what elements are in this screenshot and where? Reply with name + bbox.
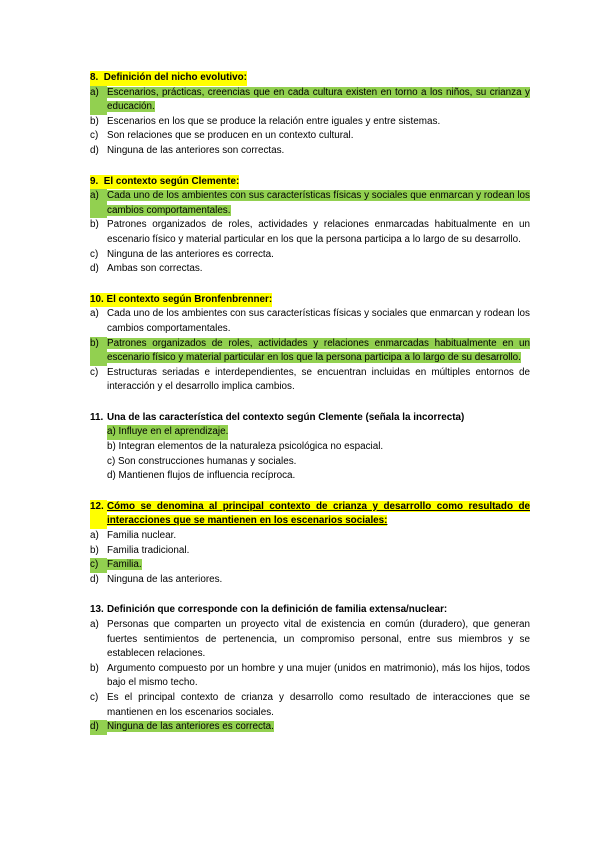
option-a: a) Cada uno de los ambientes con sus características físicas y sociales que enmarcan y rodean los cambios comportamentales. xyxy=(90,189,530,218)
option-text: Personas que comparten un proyecto vital de existencia en común (duradero), que generan fuertes sentimientos de pertenencia, un compromiso personal, entre sus miembros y se establecen relaciones. xyxy=(107,619,530,660)
option-c: c) Familia. xyxy=(90,558,530,573)
option-a: a) Escenarios, prácticas, creencias que en cada cultura existen en torno a los niños, su crianza y educación. xyxy=(90,86,530,115)
question-heading xyxy=(90,603,530,618)
option-text: Son relaciones que se producen en un contexto cultural. xyxy=(107,130,354,142)
option-text: Cada uno de los ambientes con sus características físicas y sociales que enmarcan y rodean los cambios comportamentales. xyxy=(107,190,530,216)
question-10 xyxy=(90,293,530,395)
option-c: c) Es el principal contexto de crianza y desarrollo como resultado de interacciones que se mantienen en los escenarios sociales. xyxy=(90,691,530,720)
question-heading xyxy=(90,175,530,190)
question-number: 11. xyxy=(90,411,104,423)
option-b: b) Escenarios en los que se produce la relación entre iguales y entre sistemas. xyxy=(90,115,530,130)
question-number: 12. xyxy=(90,500,107,529)
option-text: Escenarios en los que se produce la relación entre iguales y entre sistemas. xyxy=(107,115,441,127)
question-number: 13. xyxy=(90,604,104,616)
option-text: Familia. xyxy=(107,559,142,571)
option-b: b) Integran elementos de la naturaleza psicológica no espacial. xyxy=(90,440,530,455)
document-page xyxy=(90,71,530,751)
option-text: Argumento compuesto por un hombre y una mujer (unidos en matrimonio), más los hijos, todos bajo el mismo techo. xyxy=(107,662,530,689)
question-text: Cómo se denomina al principal contexto de crianza y desarrollo como resultado de interacciones que se mantienen en los escenarios sociales: xyxy=(107,500,530,527)
option-a: a) Personas que comparten un proyecto vital de existencia en común (duradero), que generan fuertes sentimientos de pertenencia, un compromiso personal, entre sus miembros y se establecen relaciones. xyxy=(90,618,530,662)
option-b: b) Patrones organizados de roles, actividades y relaciones enmarcadas habitualmente en un escenario físico y material particular en los que la persona participa a lo largo de su desarrollo. xyxy=(90,337,530,366)
option-b: b) Patrones organizados de roles, actividades y relaciones enmarcadas habitualmente en un escenario físico y material particular en los que la persona participa a lo largo de su desarrollo. xyxy=(90,218,530,247)
option-text: Influye en el aprendizaje. xyxy=(118,426,229,438)
option-d: d) Ninguna de las anteriores es correcta. xyxy=(90,720,530,735)
option-c: c) Estructuras seriadas e interdependientes, se encuentran incluidas en múltiples entornos de interacción y el desarrollo implica cambios. xyxy=(90,366,530,395)
option-text: Familia nuclear. xyxy=(107,530,177,542)
option-d: d) Ninguna de las anteriores. xyxy=(90,573,530,588)
option-text: Ninguna de las anteriores es correcta. xyxy=(107,248,274,260)
question-text: Una de las característica del contexto según Clemente (señala la incorrecta) xyxy=(107,411,465,423)
question-heading xyxy=(90,71,530,86)
option-text: Patrones organizados de roles, actividades y relaciones enmarcadas habitualmente en un escenario físico y material particular en los que la persona participa a lo largo de su desarrollo. xyxy=(107,219,530,245)
question-13 xyxy=(90,603,530,734)
option-text: Son construcciones humanas y sociales. xyxy=(117,455,297,467)
option-text: Mantienen flujos de influencia recíproca. xyxy=(118,470,296,482)
question-text: Definición que corresponde con la definición de familia extensa/nuclear: xyxy=(107,604,448,616)
option-a: a) Familia nuclear. xyxy=(90,529,530,544)
question-heading xyxy=(90,293,530,308)
option-a: a) Influye en el aprendizaje. xyxy=(90,425,530,440)
option-text: Estructuras seriadas e interdependientes, se encuentran incluidas en múltiples entornos de interacción y el desarrollo implica cambios. xyxy=(107,366,530,393)
option-c: c) Ninguna de las anteriores es correcta. xyxy=(90,248,530,263)
option-b: b) Familia tradicional. xyxy=(90,544,530,559)
question-heading xyxy=(90,411,530,426)
question-number: 8. xyxy=(90,72,99,83)
question-11 xyxy=(90,411,530,484)
question-number: 9. xyxy=(90,175,99,187)
question-text: El contexto según Bronfenbrenner: xyxy=(106,293,273,305)
option-c: c) Son relaciones que se producen en un contexto cultural. xyxy=(90,129,530,144)
option-text: Escenarios, prácticas, creencias que en cada cultura existen en torno a los niños, su crianza y educación. xyxy=(107,86,530,113)
option-d: d) Ambas son correctas. xyxy=(90,262,530,277)
option-text: Integran elementos de la naturaleza psicológica no espacial. xyxy=(118,441,384,453)
option-text: Es el principal contexto de crianza y desarrollo como resultado de interacciones que se mantienen en los escenarios sociales. xyxy=(107,691,530,718)
question-9 xyxy=(90,175,530,277)
option-d: d) Ninguna de las anteriores son correctas. xyxy=(90,144,530,159)
option-text: Ninguna de las anteriores es correcta. xyxy=(107,721,274,733)
option-text: Patrones organizados de roles, actividades y relaciones enmarcadas habitualmente en un escenario físico y material particular en los que la persona participa a lo largo de su desarrollo. xyxy=(107,337,530,364)
option-text: Ninguna de las anteriores. xyxy=(107,573,223,585)
question-heading xyxy=(90,500,530,529)
question-text: Definición del nicho evolutivo: xyxy=(103,72,247,83)
option-text: Ninguna de las anteriores son correctas. xyxy=(107,144,285,156)
question-12 xyxy=(90,500,530,588)
option-text: Cada uno de los ambientes con sus características físicas y sociales que enmarcan y rodean los cambios comportamentales. xyxy=(107,308,530,334)
option-d: d) Mantienen flujos de influencia recíproca. xyxy=(90,469,530,484)
option-text: Ambas son correctas. xyxy=(107,263,203,275)
question-number: 10. xyxy=(90,293,104,305)
option-c: c) Son construcciones humanas y sociales. xyxy=(90,455,530,470)
option-b: b) Argumento compuesto por un hombre y una mujer (unidos en matrimonio), más los hijos, todos bajo el mismo techo. xyxy=(90,662,530,691)
question-text: El contexto según Clemente: xyxy=(103,175,240,187)
option-a: a) Cada uno de los ambientes con sus características físicas y sociales que enmarcan y rodean los cambios comportamentales. xyxy=(90,307,530,336)
question-8 xyxy=(90,71,530,159)
option-text: Familia tradicional. xyxy=(107,544,190,556)
